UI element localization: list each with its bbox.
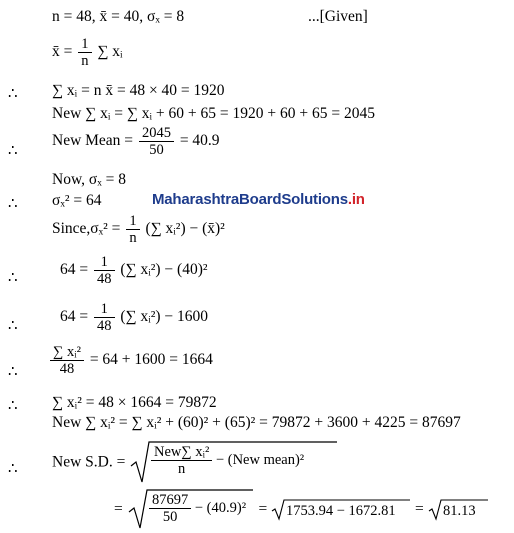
svg-text:1753.94 − 1672.81: 1753.94 − 1672.81 — [286, 503, 396, 519]
new-sum-xi: New ∑ xᵢ = ∑ xᵢ + 60 + 65 = 1920 + 60 + 65 = 2045 — [52, 105, 376, 122]
sqrt-svg: $\frac{\text{New∑ xᵢ²}}{n}$ − (New mean)² — [129, 440, 339, 486]
sqrt-sign: $\frac{87697}{50}$ − (40.9)² — [127, 488, 255, 532]
fraction: $\frac{1}{n}$ — [126, 213, 139, 246]
fraction: $\frac{1}{48}$ — [94, 254, 115, 287]
fraction: $\frac{2045}{50}$ — [139, 125, 174, 158]
sigma-given: Now, σₓ = 8 — [52, 171, 126, 188]
sd-computation: = $\frac{87697}{50}$ − (40.9)² = 1753.94 − 1672.81 = 81.13 — [114, 488, 490, 532]
variance-sub-1: 64 = $\frac{1}{48}$ (∑ xᵢ²) − (40)² — [60, 254, 208, 287]
therefore-symbol: ∴ — [8, 398, 18, 414]
variance-formula: Since,σₓ² = $\frac{1}{n}$ (∑ xᵢ²) − (x̄)² — [52, 213, 225, 246]
new-sum-xi-squared: New ∑ xᵢ² = ∑ xᵢ² + (60)² + (65)² = 79872 + 3600 + 4225 = 87697 — [52, 414, 461, 431]
given-values: n = 48, x̄ = 40, σₓ = 8 — [52, 8, 185, 25]
therefore-symbol: ∴ — [8, 86, 18, 102]
fraction: $\frac{1}{n}$ — [78, 36, 91, 69]
svg-text:81.13: 81.13 — [442, 503, 476, 519]
sum-xi: ∑ xᵢ = n x̄ = 48 × 40 = 1920 — [52, 82, 225, 99]
variance: σₓ² = 64 — [52, 192, 102, 209]
given-tag: ...[Given] — [308, 8, 368, 25]
fraction: $\frac{\text{∑ xᵢ²}}{48}$ — [50, 344, 84, 377]
variance-sub-2: 64 = $\frac{1}{48}$ (∑ xᵢ²) − 1600 — [60, 301, 209, 334]
therefore-symbol: ∴ — [8, 143, 18, 159]
watermark: MaharashtraBoardSolutions.in — [152, 191, 365, 208]
therefore-symbol: ∴ — [8, 318, 18, 334]
fraction: $\frac{1}{48}$ — [94, 301, 115, 334]
therefore-symbol: ∴ — [8, 196, 18, 212]
therefore-symbol: ∴ — [8, 364, 18, 380]
new-mean: New Mean = $\frac{2045}{50}$ = 40.9 — [52, 125, 220, 158]
therefore-symbol: ∴ — [8, 270, 18, 286]
sqrt-sign — [271, 499, 411, 521]
sqrt-sign — [129, 440, 339, 486]
therefore-symbol: ∴ — [8, 461, 18, 477]
new-sd: New S.D. = $\frac{\text{New∑ xᵢ²}}{n}$ − (New mean)² — [52, 440, 339, 486]
sum-sq-over-n: $\frac{\text{∑ xᵢ²}}{48}$ = 64 + 1600 = 1664 — [48, 344, 213, 377]
sum-xi-squared: ∑ xᵢ² = 48 × 1664 = 79872 — [52, 394, 217, 411]
mean-formula: x̄ = $\frac{1}{n}$ ∑ xᵢ — [52, 36, 123, 69]
sqrt-sign — [428, 499, 490, 521]
